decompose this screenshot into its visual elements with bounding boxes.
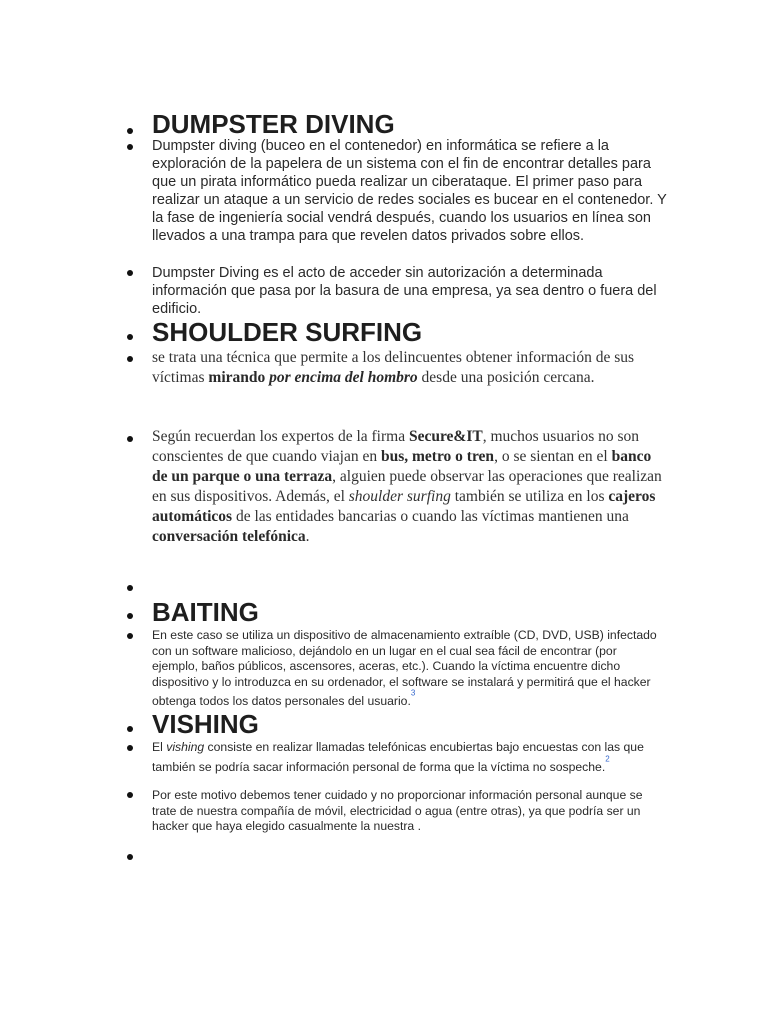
italic-text: shoulder surfing bbox=[348, 488, 451, 505]
bullet-icon bbox=[127, 270, 133, 276]
bullet-icon bbox=[127, 585, 133, 591]
bold-text: mirando bbox=[208, 369, 266, 386]
bullet-icon bbox=[127, 633, 133, 639]
bullet-icon bbox=[127, 613, 133, 619]
paragraph-shoulder-2 bbox=[152, 427, 662, 547]
heading-shoulder-surfing: SHOULDER SURFING bbox=[152, 317, 423, 347]
bullet-icon bbox=[127, 745, 133, 751]
text-run: , muchos usuarios no son conscientes de que cuando viajan en bbox=[152, 428, 640, 465]
heading-vishing: VISHING bbox=[152, 709, 259, 739]
paragraph-vishing-2: Por este motivo debemos tener cuidado y no proporcionar información personal aunque se trate de nuestra compañía de móvil, electricidad o agua (entre otras), ya que podría ser un hacker que haya elegido casualmente la nuestra . bbox=[152, 788, 643, 833]
bold-italic-text: por encima del hombro bbox=[269, 369, 418, 386]
text-run: también se utiliza en los bbox=[450, 488, 609, 505]
text-run: consiste en realizar llamadas telefónicas encubiertas bajo encuestas con las que también se podría sacar información personal de forma que la víctima no sospeche. bbox=[152, 740, 644, 774]
paragraph-dumpster-1: Dumpster diving (buceo en el contenedor) en informática se refiere a la exploración de la papelera de un sistema con el fin de encontrar detalles para que un pirata informático pueda realizar un ciberataque. El primer paso para realizar un ataque a un servicio de redes sociales es bucear en el contenedor. Y la fase de ingeniería social vendrá después, cuando los usuarios en línea son llevados a una trampa para que revelen datos privados sobre ellos. bbox=[152, 138, 667, 244]
bullet-icon bbox=[127, 726, 133, 732]
bullet-icon bbox=[127, 144, 133, 150]
bold-text: bus, metro o tren bbox=[380, 448, 495, 465]
bullet-icon bbox=[127, 436, 133, 442]
bullet-icon bbox=[127, 356, 133, 362]
bullet-icon bbox=[127, 792, 133, 798]
footnote-link[interactable]: 3 bbox=[410, 688, 416, 698]
heading-dumpster-diving: DUMPSTER DIVING bbox=[152, 109, 395, 139]
text-run: , o se sientan en el bbox=[494, 448, 612, 465]
paragraph-vishing-1 bbox=[152, 740, 657, 775]
paragraph-shoulder-1 bbox=[152, 348, 662, 388]
bold-text: cajeros automáticos bbox=[152, 488, 656, 525]
heading-baiting: BAITING bbox=[152, 597, 259, 627]
text-run: El bbox=[152, 740, 167, 754]
text-run: En este caso se utiliza un dispositivo de almacenamiento extraíble (CD, DVD, USB) infectado con un software malicioso, dejándolo en un lugar en el cual sea fácil de encontrar (por ejemplo, baños públicos, ascensores, aceras, etc.). Cuando la víctima encuentre dicho dispositivo y lo introduzca en su ordenador, el software se instalará y permitirá que el hacker obtenga todos los datos personales del usuario. bbox=[152, 628, 657, 709]
paragraph-dumpster-2: Dumpster Diving es el acto de acceder sin autorización a determinada información que pasa por la basura de una empresa, ya sea dentro o fuera del edificio. bbox=[152, 265, 657, 317]
text-run: Según recuerdan los expertos de la firma bbox=[152, 428, 409, 445]
bullet-icon bbox=[127, 334, 133, 340]
text-run: desde una posición cercana. bbox=[417, 369, 595, 386]
bullet-icon bbox=[127, 128, 133, 134]
bold-text: Secure&IT bbox=[408, 428, 483, 445]
italic-text: vishing bbox=[166, 740, 205, 754]
bold-text: banco de un parque o una terraza bbox=[152, 448, 652, 485]
text-run: de las entidades bancarias o cuando las víctimas mantienen una bbox=[232, 508, 629, 525]
bold-text: conversación telefónica bbox=[152, 528, 306, 545]
bullet-icon bbox=[127, 854, 133, 860]
footnote-link[interactable]: 2 bbox=[605, 754, 610, 764]
text-run: . bbox=[305, 528, 310, 545]
paragraph-baiting-1 bbox=[152, 628, 657, 710]
text-run: se trata una técnica que permite a los delincuentes obtener información de sus víctimas bbox=[152, 349, 635, 386]
text-run: , alguien puede observar las operaciones que realizan en sus dispositivos. Además, el bbox=[152, 468, 662, 505]
